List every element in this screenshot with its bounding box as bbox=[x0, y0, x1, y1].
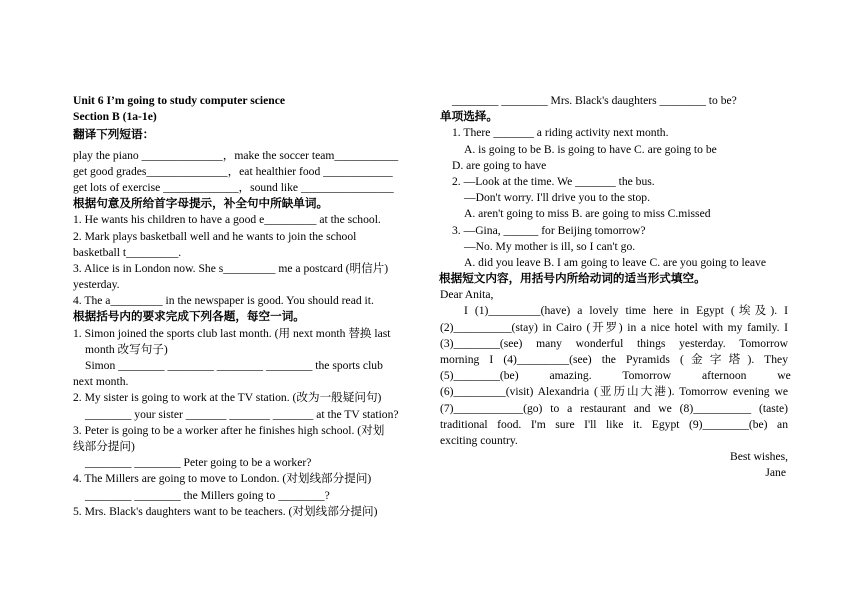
letter-salutation: Dear Anita, bbox=[440, 288, 494, 302]
choice-options: A. is going to be B. is going to have C. are going to be bbox=[464, 142, 717, 156]
choice-item: 3. —Gina, ______ for Beijing tomorrow? bbox=[452, 223, 646, 237]
passage-line: (6)_________(visit) Alexandria (亚历山大港). Tomorrow evening we bbox=[440, 385, 788, 399]
choice-options: A. did you leave B. I am going to leave C. are you going to leave bbox=[464, 255, 767, 269]
transform-item: 线部分提问) bbox=[73, 439, 135, 453]
passage-line: (5)________(be) amazing. Tomorrow afternoon we bbox=[440, 369, 791, 383]
heading-transform: 根据括号内的要求完成下列各题，每空一词。 bbox=[73, 310, 305, 324]
transform-item: 5. Mrs. Black's daughters want to be teachers. (对划线部分提问) bbox=[73, 504, 378, 518]
phrase-line: get lots of exercise _____________，sound like ________________ bbox=[73, 180, 394, 194]
fill-item: 2. Mark plays basketball well and he wants to join the school bbox=[73, 229, 357, 243]
choice-item: —No. My mother is ill, so I can't go. bbox=[464, 239, 636, 253]
phrase-line: play the piano ______________，make the soccer team___________ bbox=[73, 148, 399, 162]
section-title: Section B (1a-1e) bbox=[73, 110, 157, 124]
transform-item: ________ ________ Peter going to be a worker? bbox=[85, 456, 312, 470]
right-column bbox=[439, 93, 791, 482]
unit-title: Unit 6 I’m going to study computer science bbox=[73, 94, 286, 107]
left-column bbox=[73, 93, 420, 520]
passage-line: (7)____________(go) to a restaurant and we (8)__________ (taste) bbox=[440, 401, 788, 415]
transform-item: Simon ________ ________ ________ ________ the sports club bbox=[85, 359, 383, 372]
choice-options: D. are going to have bbox=[452, 158, 547, 172]
passage-line: (3)________(see) many wonderful things yesterday. Tomorrow bbox=[440, 336, 788, 350]
transform-item: 3. Peter is going to be a worker after he finishes high school. (对划 bbox=[73, 423, 385, 437]
phrase-line: get good grades______________，eat healthier food ____________ bbox=[73, 164, 393, 178]
transform-item: 2. My sister is going to work at the TV station. (改为一般疑问句) bbox=[73, 391, 382, 405]
letter-signature: Jane bbox=[765, 466, 786, 480]
fill-item: 4. The a_________ in the newspaper is good. You should read it. bbox=[73, 294, 374, 308]
fill-item: basketball t_________. bbox=[73, 245, 182, 259]
passage-line: (2)__________(stay) in Cairo (开罗) in a nice hotel with my family. I bbox=[440, 320, 788, 334]
fill-item: 3. Alice is in London now. She s_________ me a postcard (明信片) bbox=[73, 261, 389, 275]
transform-item-continued: ________ ________ Mrs. Black's daughters ________ to be? bbox=[452, 94, 737, 107]
choice-options: A. aren't going to miss B. are going to miss C.missed bbox=[464, 207, 711, 221]
transform-item: next month. bbox=[73, 375, 129, 389]
heading-passage: 根据短文内容，用括号内所给动词的适当形式填空。 bbox=[439, 272, 706, 286]
passage-line: exciting country. bbox=[440, 433, 518, 447]
letter-closing: Best wishes, bbox=[730, 450, 788, 464]
transform-item: ________ your sister _______ _______ _______ at the TV station? bbox=[85, 407, 399, 421]
passage-line: I (1)_________(have) a lovely time here in Egypt (埃及). I bbox=[464, 304, 788, 318]
choice-item: 2. —Look at the time. We _______ the bus. bbox=[452, 174, 655, 188]
choice-item: —Don't worry. I'll drive you to the stop. bbox=[464, 191, 651, 205]
fill-item: yesterday. bbox=[73, 278, 120, 292]
heading-fill: 根据句意及所给首字母提示，补全句中所缺单词。 bbox=[73, 197, 329, 211]
fill-item: 1. He wants his children to have a good e_________ at the school. bbox=[73, 213, 381, 227]
passage-line: traditional food. I'm sure I'll like it. Egypt (9)________(be) an bbox=[440, 417, 788, 431]
heading-translate: 翻译下列短语： bbox=[73, 128, 155, 142]
transform-item: ________ ________ the Millers going to ________? bbox=[85, 488, 330, 502]
transform-item: month 改写句子) bbox=[85, 342, 168, 356]
heading-choice: 单项选择。 bbox=[440, 110, 498, 124]
transform-item: 4. The Millers are going to move to London. (对划线部分提问) bbox=[73, 472, 372, 486]
passage-line: morning I (4)_________(see) the Pyramids (金字塔). They bbox=[440, 353, 788, 366]
transform-item: 1. Simon joined the sports club last month. (用 next month 替换 last bbox=[73, 326, 391, 340]
choice-item: 1. There _______ a riding activity next month. bbox=[452, 126, 669, 140]
